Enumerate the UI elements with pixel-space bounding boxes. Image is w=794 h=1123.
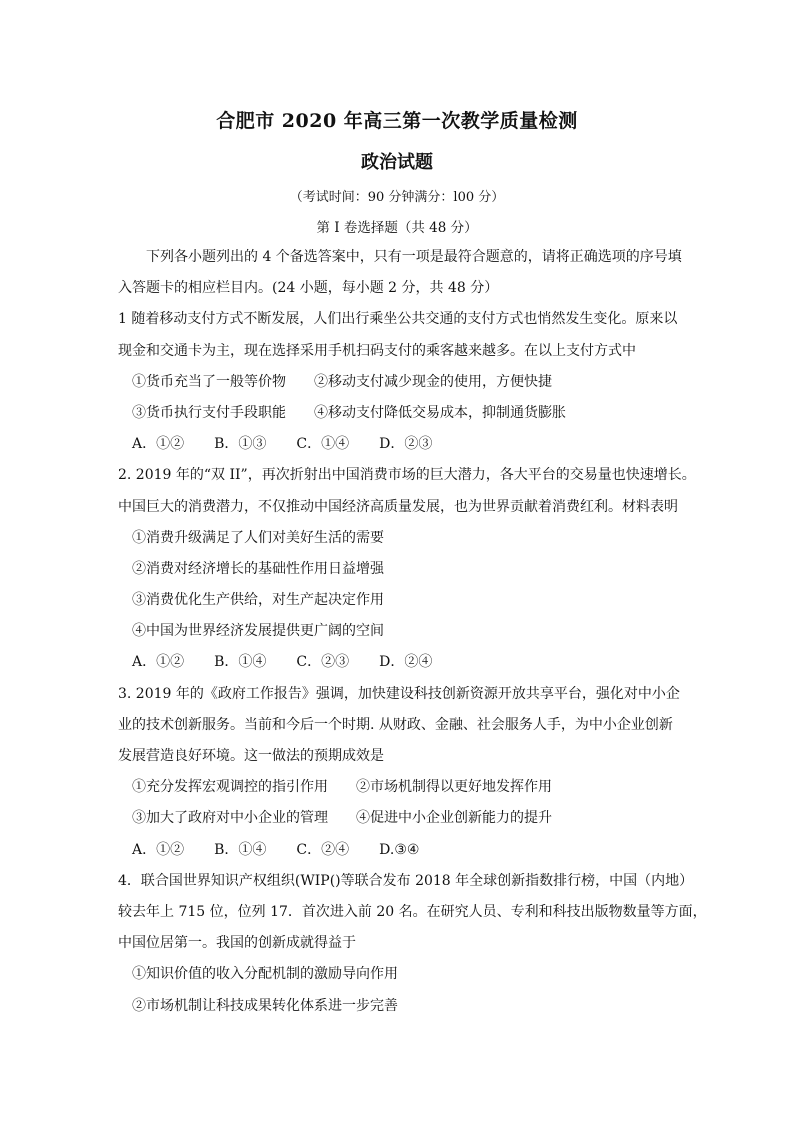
q1-choice-b: B．①③ (214, 436, 267, 453)
q3-stem-line: 发展营造良好环境。这一做法的预期成效是 (118, 748, 384, 764)
section-heading: 第 I 卷选择题（共 48 分） (316, 220, 478, 236)
page-subtitle: 政治试题 (361, 152, 433, 173)
q3-option: ④促进中小企业创新能力的提升 (356, 810, 552, 827)
q2-choices (118, 651, 678, 682)
q2-option: ①消费升级满足了人们对美好生活的需要 (132, 529, 384, 546)
q1-choice-a: A．①② (132, 436, 185, 453)
q3-option-row (118, 807, 678, 838)
q2-option: ②消费对经济增长的基础性作用日益增强 (132, 560, 384, 577)
q4-stem-line: 较去年上 715 位，位列 17．首次进入前 20 名。在研究人员、专利和科技出版物数量等方面， (118, 903, 707, 920)
q2-stem-line: 中国巨大的消费潜力，不仅推动中国经济高质量发展，也为世界贡献着消费红利。材料表明 (118, 498, 678, 515)
q4-option: ②市场机制让科技成果转化体系进一步完善 (132, 997, 398, 1014)
q2-option: ③消费优化生产供给，对生产起决定作用 (132, 592, 384, 609)
q1-option: ②移动支付减少现金的使用，方便快捷 (314, 373, 552, 390)
q3-stem-line: 3. 2019 年的《政府工作报告》强调，加快建设科技创新资源开放共享平台，强化对中小企 (118, 685, 680, 702)
q4-stem-line: 中国位居第一。我国的创新成就得益于 (118, 935, 356, 952)
page-title: 合肥市 2020 年高三第一次教学质量检测 (216, 110, 578, 132)
q1-option-row (118, 402, 678, 433)
q3-option: ③加大了政府对中小企业的管理 (132, 810, 328, 827)
q3-choice-d: D.③④ (379, 841, 420, 858)
q3-option-row (118, 776, 678, 807)
q3-option: ②市场机制得以更好地发挥作用 (356, 779, 552, 796)
q1-stem-line: 现金和交通卡为主，现在选择采用手机扫码支付的乘客越来越多。在以上支付方式中 (118, 342, 636, 359)
q1-stem-line: 1 随着移动支付方式不断发展，人们出行乘坐公共交通的支付方式也悄然发生变化。原来以 (118, 311, 678, 328)
instruction-line: 下列各小题列出的 4 个备选答案中，只有一项是最符合题意的，请将正确选项的序号填 (146, 249, 682, 265)
q1-option: ③货币执行支付手段职能 (132, 404, 286, 421)
q2-choice-d: D．②④ (379, 654, 433, 671)
q3-choice-c: C．②④ (296, 841, 350, 858)
q1-choice-d: D．②③ (379, 436, 433, 453)
q4-stem-line: 4．联合国世界知识产权组织(WIP()等联合发布 2018 年全球创新指数排行榜，中国（内地） (118, 872, 694, 889)
exam-meta: （考试时间：90 分钟满分：l00 分） (289, 190, 505, 205)
q3-stem-line: 业的技术创新服务。当前和今后一个时期. 从财政、金融、社会服务人手，为中小企业创新 (118, 716, 673, 733)
q3-option: ①充分发挥宏观调控的指引作用 (132, 779, 328, 796)
exam-body (118, 246, 707, 1026)
q1-option-row (118, 371, 678, 402)
q3-choice-b: B．①④ (214, 841, 267, 858)
q3-choices (118, 839, 678, 870)
q1-option: ④移动支付降低交易成本，抑制通货膨胀 (314, 404, 566, 421)
q1-choices (118, 433, 678, 464)
instruction-line: 入答题卡的相应栏目内。(24 小题，每小题 2 分，共 48 分） (118, 280, 499, 297)
q2-choice-b: B．①④ (214, 654, 267, 671)
q2-choice-a: A．①② (132, 654, 185, 671)
q1-choice-c: C．①④ (296, 436, 350, 453)
q2-option: ④中国为世界经济发展提供更广阔的空间 (132, 623, 384, 640)
q2-stem-line: 2. 2019 年的“双 II”，再次折射出中国消费市场的巨大潜力，各大平台的交易量也快速增长。 (118, 467, 696, 484)
q4-option: ①知识价值的收入分配机制的激励导向作用 (132, 966, 398, 983)
q2-choice-c: C．②③ (296, 654, 350, 671)
q1-option: ①货币充当了一般等价物 (132, 373, 286, 390)
q3-choice-a: A．①② (132, 841, 185, 858)
